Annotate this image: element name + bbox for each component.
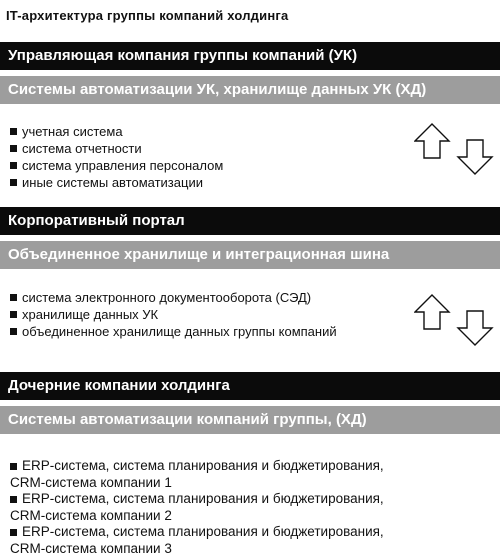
section-uk-header: Управляющая компания группы компаний (УК) bbox=[0, 42, 500, 70]
list-item bbox=[10, 491, 384, 524]
list-item bbox=[10, 458, 384, 491]
list-item-line-1: ERP-система, система планирования и бюджетирования, bbox=[22, 524, 384, 539]
diagram-title: IT-архитектура группы компаний холдинга bbox=[6, 8, 289, 23]
list-item: система отчетности bbox=[10, 140, 223, 157]
section-subsidiaries-list bbox=[10, 458, 384, 557]
section-portal-subheader: Объединенное хранилище и интеграционная шина bbox=[0, 241, 500, 269]
arrow-down-icon bbox=[458, 140, 492, 174]
section-portal-header: Корпоративный портал bbox=[0, 207, 500, 235]
arrow-up-icon bbox=[415, 295, 449, 329]
list-item-line-1: ERP-система, система планирования и бюджетирования, bbox=[22, 458, 384, 473]
arrow-down-icon bbox=[458, 311, 492, 345]
list-item bbox=[10, 524, 384, 557]
section-portal-list bbox=[10, 289, 337, 340]
list-item-line-1: ERP-система, система планирования и бюджетирования, bbox=[22, 491, 384, 506]
list-item: система электронного документооборота (СЭД) bbox=[10, 289, 337, 306]
list-item: объединенное хранилище данных группы компаний bbox=[10, 323, 337, 340]
arrow-up-icon bbox=[415, 124, 449, 158]
list-item-line-2: CRM-система компании 3 bbox=[10, 540, 172, 556]
section-subsidiaries-header: Дочерние компании холдинга bbox=[0, 372, 500, 400]
list-item: учетная система bbox=[10, 123, 223, 140]
section-uk-list bbox=[10, 123, 223, 191]
list-item-line-2: CRM-система компании 2 bbox=[10, 507, 172, 523]
section-uk-subheader: Системы автоматизации УК, хранилище данных УК (ХД) bbox=[0, 76, 500, 104]
list-item: иные системы автоматизации bbox=[10, 174, 223, 191]
exchange-arrows-1 bbox=[414, 122, 494, 178]
exchange-arrows-2 bbox=[414, 293, 494, 349]
section-subsidiaries-subheader: Системы автоматизации компаний группы, (ХД) bbox=[0, 406, 500, 434]
list-item: система управления персоналом bbox=[10, 157, 223, 174]
list-item: хранилище данных УК bbox=[10, 306, 337, 323]
list-item-line-2: CRM-система компании 1 bbox=[10, 474, 172, 490]
